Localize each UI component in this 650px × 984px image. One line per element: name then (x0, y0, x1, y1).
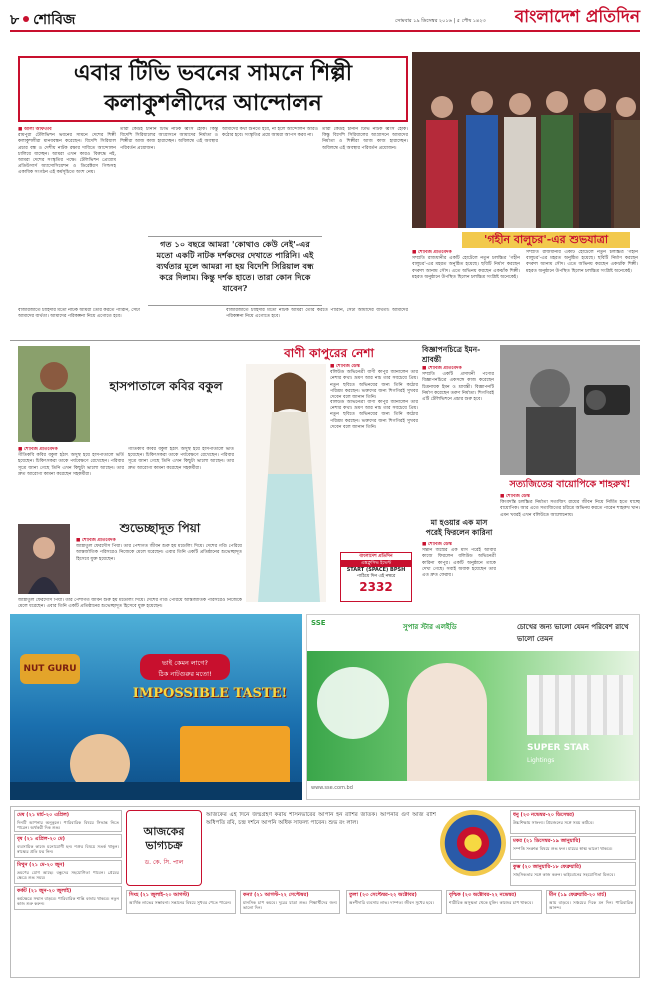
zodiac-text: ভ্রমণের যোগ আছে। বন্ধুদের সহযোগিতা পাবেন। প্রেমের ক্ষেত্রে শুভ সময়। (17, 870, 119, 881)
pia-col-1 (76, 538, 242, 604)
event-ad-number: 2332 (359, 580, 393, 594)
gohin-balucher-photo (412, 52, 640, 228)
zodiac-box-5 (240, 890, 340, 914)
lead-col-1 (18, 127, 116, 307)
zodiac-text: দিনটি আপনার অনুকূলে। পারিবারিক বিষয়ে সিদ্ধান্ত নিতে পারেন। অর্থকরী দিক শুভ। (17, 820, 119, 831)
bani-kapoor-photo (246, 364, 326, 602)
lead-headline-2: কলাকুশলীদের আন্দোলন (104, 90, 322, 116)
zodiac-text: অংশীদারি ব্যবসায় লাভ। দাম্পত্য জীবন সুখের হবে। (349, 900, 434, 905)
section-divider (10, 340, 640, 341)
zodiac-name: কন্যা (২১ আগস্ট-২২ সেপ্টেম্বর) (243, 892, 309, 898)
satyajit-col (500, 494, 640, 612)
actress-image (246, 364, 326, 602)
kabir-text: গীতিকবি কবির বকুল হঠাৎ অসুস্থ হয়ে হাসপাতালে ভর্তি হয়েছেন। চিকিৎসকরা তাকে পর্যবেক্ষণে রেখেছেন। পরিবার সূত্রে জানা গেছে তিনি এখন কিছুটা ভালো আছেন। তার দ্রুত আরোগ্য কামনা করেছেন সহকর্মীরা। (18, 453, 124, 477)
superstar-brand: SUPER STAR (527, 743, 590, 753)
nutguru-big-tagline: IMPOSSIBLE TASTE! (132, 686, 288, 701)
zodiac-name: বৃষ (২১ এপ্রিল-২০ মে) (17, 836, 65, 842)
group-people-image (412, 52, 640, 228)
superstar-sub: Lightings (527, 757, 555, 764)
zodiac-name: মীন (১৯ ফেব্রুয়ারি-২০ মার্চ) (549, 892, 607, 898)
iman-col (422, 366, 494, 516)
kabir-byline: ■ শোবিজ প্রতিবেদক (18, 447, 58, 452)
zodiac-name: মিথুন (২১ মে-২০ জুন) (17, 862, 65, 868)
kabir-bakul-photo (18, 346, 90, 442)
lead-col-4: তারা কেউই চাননি টিভি নাটক ধ্বংস হোক। কিন্তু বিদেশি সিরিয়ালের আগ্রাসনে আমাদের নির্মাতা ও শিল্পীরা আজ কাজ হারাচ্ছেন। অবিলম্বে এই অবস্থার পরিবর্তন প্রয়োজন। (322, 127, 408, 151)
nutguru-tagline-1: ভাই কেমন লাগে? (162, 659, 208, 667)
nutguru-ad (10, 614, 302, 800)
kabir-col-1 (18, 447, 124, 517)
zodiac-name: তুলা (২৩ সেপ্টেম্বর-২২ অক্টোবর) (349, 892, 417, 898)
zodiac-name: মেষ (২১ মার্চ-২০ এপ্রিল) (17, 812, 70, 818)
shahrukh-photo (500, 345, 640, 475)
lead-col-1-text: রামপুরা টেলিভিশন ভবনের সামনে দেশের শিল্পী কলাকুশলীরা মানববন্ধন করেছেন। বিদেশি সিরিয়াল প্রচার বন্ধ ও দেশীয় নাটক রক্ষার দাবিতে আন্দোলন চালিয়ে যাচ্ছেন। আমরা এখন কারও বিরুদ্ধে নই, আমরা দেশের সংস্কৃতির পক্ষে। টেলিভিশন প্রোগ্রাম প্রডিউসার্স অ্যাসোসিয়েশন ও ডিরেক্টরস গিল্ডসহ একাধিক সংগঠন এই কর্মসূচিতে অংশ নেয়। (18, 133, 116, 176)
zodiac-text: শারীরিক অসুস্থতা থেকে মুক্তি। কাজের চাপ থাকবে। (449, 900, 533, 905)
man-portrait-image (18, 346, 90, 442)
zodiac-text: আর্থিক লাভের সম্ভাবনা। সন্তানের বিষয়ে সুখবর পেতে পারেন। (129, 900, 232, 905)
kareena-byline: ■ শোবিজ ডেস্ক (422, 542, 452, 547)
woman-model-image (407, 663, 487, 781)
section-name: শোবিজ (33, 12, 76, 28)
horoscope-author: ড. কে. সি. পাল (144, 859, 184, 866)
nutguru-footer-band (10, 782, 302, 800)
zodiac-box-10 (510, 862, 636, 886)
zodiac-name: কুম্ভ (২০ জানুয়ারি-১৮ ফেব্রুয়ারি) (513, 864, 582, 870)
zodiac-name: মকর (২১ ডিসেম্বর-১৯ জানুয়ারি) (513, 838, 581, 844)
satyajit-title: সত্যজিতের বায়োপিকে শাহরুখ! (509, 479, 631, 490)
lead-col-3: আমাদের কথা শুনতে হবে, না হলে আন্দোলন আরও কঠোর হবে। সংস্কৃতির প্রশ্নে আমরা আপস করব না। (222, 127, 318, 139)
zodiac-wheel-icon (440, 810, 506, 876)
sse-ad (306, 614, 640, 800)
zodiac-box-11 (546, 890, 636, 914)
pull-quote (148, 236, 322, 306)
zodiac-text: ব্যবসায়িক কাজে মনোযোগী হন। শত্রুর বিষয়ে সতর্ক থাকুন। স্বাস্থ্যের প্রতি যত্ন নিন। (17, 844, 119, 855)
zodiac-box-7 (446, 890, 542, 914)
zodiac-box-1 (14, 834, 122, 858)
page-header (10, 6, 640, 32)
pia-photo (18, 524, 70, 594)
zodiac-box-9 (510, 836, 636, 860)
sse-ad-title: সুপার স্টার এলইডি (403, 623, 457, 631)
bani-byline: ■ শোবিজ ডেস্ক (330, 364, 360, 369)
zodiac-text: কর্মক্ষেত্রে সম্মান বাড়বে। পারিবারিক শান্তি বজায় থাকবে। নতুন কাজ শুরু করুন। (17, 896, 119, 907)
nutguru-logo: NUT GURU (20, 654, 80, 684)
sse-web: www.sse.com.bd (311, 785, 353, 791)
lead-col-2: তারা কেউই চাননি টিভি নাটক ধ্বংস হোক। কিন্তু বিদেশি সিরিয়ালের আগ্রাসনে আমাদের নির্মাতা ও শিল্পীরা আজ কাজ হারাচ্ছেন। অবিলম্বে এই অবস্থার পরিবর্তন প্রয়োজন। (120, 127, 218, 151)
iman-text: সম্প্রতি একটি প্রসাধনী পণ্যের বিজ্ঞাপনচিত্রে একসঙ্গে কাজ করেছেন চিত্রনায়ক ইমন ও শ্রাবন্তী। বিজ্ঞাপনটি নির্মাণ করেছেন তরুণ নির্মাতা। শিগগিরই এটি টেলিভিশনে প্রচার শুরু হবে। (422, 372, 494, 403)
zodiac-name: কর্কট (২১ জুন-২০ জুলাই) (17, 888, 72, 894)
iman-byline: ■ শোবিজ প্রতিবেদক (422, 366, 462, 371)
zodiac-text: উচ্চশিক্ষায় সাফল্য। প্রিয়জনের সঙ্গে সময় কাটবে। (513, 820, 594, 825)
kabir-title: হাসপাতালে কবির বকুল (109, 379, 223, 393)
zodiac-box-2 (14, 860, 122, 884)
zodiac-box-0 (14, 810, 122, 832)
lead-headline-1: এবার টিভি ভবনের সামনে শিল্পী (73, 60, 353, 86)
zodiac-text: সাহসিকতার সঙ্গে কাজ করুন। ভাইবোনের সহযোগিতা মিলবে। (513, 872, 615, 877)
pia-text: জান্নাতুল ফেরদৌস পিয়া। তার পেশাগত জীবন শুরু হয় মডেলিং দিয়ে। দেশের গণ্ডি পেরিয়ে আন্তর্জাতিক পরিসরেও নিজেকে মেলে ধরেছেন। এবার তিনি একটি প্রতিষ্ঠানের শুভেচ্ছাদূত হিসেবে যুক্ত হয়েছেন। (76, 544, 242, 562)
horoscope-title: আজকের ভাগ্যচক্র (143, 825, 185, 852)
zodiac-text: মানসিক চাপ কমবে। দূরের যাত্রা শুভ। শিক্ষার্থীদের জন্য ভালো দিন। (243, 900, 337, 911)
pull-quote-text: গত ১০ বছরে আমরা 'কোথাও কেউ নেই'-এর মতো একটি নাটক দর্শকদের দেখাতে পারিনি। এই ব্যর্থতার মূলে আমরা না হয় বিদেশি সিরিয়াল বন্ধ করে দিলাম। কিন্তু দর্শক হাতে। তারা কোন দিকে যাবেন? (156, 239, 314, 293)
kareena-text: সন্তান জন্মের এক মাস পরেই আবার কাজে ফিরলেন বলিউড অভিনেত্রী কারিনা কাপুর। একটি অনুষ্ঠানে তাকে দেখা গেছে। সবাই অবাক হয়েছেন তার এত দ্রুত ফেরায়। (422, 548, 496, 579)
zodiac-box-3 (14, 886, 122, 910)
gohin-byline: ■ শোবিজ প্রতিবেদক (412, 250, 452, 255)
event-ad-line1: বাংলাদেশ প্রতিদিন (359, 554, 393, 559)
horoscope-intro: আজকের এই দিনে জন্মগ্রহণ করায় শাসনভারের আপনি হন রাশির জাতক। আপনার গুণ আজ রাশি অধিপতি রবি, চন্দ্র দর্শনে আপনি অধিক সাফল্য পাবেন। শুভ রং লাল। (206, 812, 436, 826)
zodiac-name: ধনু (২৩ নভেম্বর-২০ ডিসেম্বর) (513, 812, 575, 818)
bani-title: বাণী কাপুরের নেশা (284, 346, 374, 360)
pia-tail: জান্নাতুল ফেরদৌস পিয়া। তার পেশাগত জীবন শুরু হয় মডেলিং দিয়ে। দেশের গণ্ডি পেরিয়ে আন্তর্জাতিক পরিসরেও নিজেকে মেলে ধরেছেন। এবার তিনি একটি প্রতিষ্ঠানের শুভেচ্ছাদূত হিসেবে যুক্ত হয়েছেন। (18, 598, 242, 610)
bani-text: বলিউড অভিনেত্রী বাণী কাপুর জানালেন তার নেশার কথা। ভ্রমণ আর নাচ তার সবচেয়ে প্রিয়। নতুন ছবিতে অভিনয়ের জন্য তিনি কঠোর পরিশ্রম করছেন। ভক্তদের জন্য শিগগিরই সুখবর দেবেন বলে জানান তিনি। (330, 370, 418, 401)
sse-headline: চোখের জন্য ভালো যেমন পরিবেশ রাখে ভালো তেমন (517, 622, 629, 643)
kabir-col-2: গীতিকবি কবির বকুল হঠাৎ অসুস্থ হয়ে হাসপাতালে ভর্তি হয়েছেন। চিকিৎসকরা তাকে পর্যবেক্ষণে রেখেছেন। পরিবার সূত্রে জানা গেছে তিনি এখন কিছুটা ভালো আছেন। তার দ্রুত আরোগ্য কামনা করেছেন সহকর্মীরা। (128, 447, 234, 471)
satyajit-text: কিংবদন্তি চলচ্চিত্র নির্মাতা সত্যজিৎ রায়ের জীবন নিয়ে নির্মিত হতে যাচ্ছে বায়োপিক। আর এতে সত্যজিতের চরিত্রে অভিনয় করতে পারেন শাহরুখ খান। এমন খবরই এখন বলিউডে আলোচনায়। (500, 500, 640, 518)
gohin-title: 'গহীন বালুচর'-এর শুভযাত্রা (462, 232, 630, 248)
zodiac-name: সিংহ (২১ জুলাই-২০ আগস্ট) (129, 892, 190, 898)
nutguru-tagline-2: ঠিক নাটগুরুর মতো! (158, 670, 212, 678)
nutguru-speech (140, 654, 230, 680)
lead-byline: ■ আলী আফতাব (18, 127, 52, 132)
kareena-col (422, 542, 496, 612)
shahrukh-camera-image (500, 345, 640, 475)
horoscope-title-box (126, 810, 202, 886)
lead-tail-right: বাজারজাতে চাহিদার মতো নাটক আমরা তৈরি করতে পারিনি, সেটা আমাদের ব্যর্থতা। আমাদের পরিকল্পনা নিয়ে এগোতে হবে। (226, 308, 408, 320)
bani-col-cont: বলিউড অভিনেত্রী বাণী কাপুর জানালেন তার নেশার কথা। ভ্রমণ আর নাচ তার সবচেয়ে প্রিয়। নতুন ছবিতে অভিনয়ের জন্য তিনি কঠোর পরিশ্রম করছেন। ভক্তদের জন্য শিগগিরই সুখবর দেবেন বলে জানান তিনি। (330, 400, 418, 430)
zodiac-box-6 (346, 890, 442, 914)
event-ad-line3: START (SPACE) BPSH (346, 567, 406, 573)
gohin-text: সম্প্রতি রাজধানীর একটি হোটেলে নতুন চলচ্চিত্র 'গহীন বালুচর'-এর মহরত অনুষ্ঠিত হয়েছে। ছবিটি নির্মাণ করছেন বদরুল আনাম সৌদ। এতে অভিনয় করছেন একঝাঁক শিল্পী। মহরত অনুষ্ঠানে উপস্থিত ছিলেন চলচ্চিত্র সংশ্লিষ্ট অনেকেই। (412, 256, 520, 280)
gohin-col-1 (412, 250, 520, 340)
sse-logo: SSE (311, 619, 326, 627)
zodiac-text: আয় বাড়বে। সঞ্চয়ের দিকে মন দিন। পারিবারিক আনন্দ। (549, 900, 633, 911)
bulb-image (317, 667, 389, 739)
lead-headline-box (18, 56, 408, 122)
gohin-col-2: সম্প্রতি রাজধানীর একটি হোটেলে নতুন চলচ্চিত্র 'গহীন বালুচর'-এর মহরত অনুষ্ঠিত হয়েছে। ছবিটি নির্মাণ করছেন বদরুল আনাম সৌদ। এতে অভিনয় করছেন একঝাঁক শিল্পী। মহরত অনুষ্ঠানে উপস্থিত ছিলেন চলচ্চিত্র সংশ্লিষ্ট অনেকেই। (526, 250, 638, 274)
zodiac-box-4 (126, 890, 236, 914)
satyajit-byline: ■ শোবিজ ডেস্ক (500, 494, 530, 499)
pia-byline: ■ শোবিজ প্রতিবেদক (76, 538, 116, 543)
masthead: বাংলাদেশ প্রতিদিন (514, 7, 640, 27)
event-ad-line4: পাঠিয়ে দিন এই নম্বরে (356, 574, 396, 579)
horoscope-bottom-band (14, 916, 636, 974)
iman-title: বিজ্ঞাপনচিত্রে ইমন- শ্রাবন্তী (422, 345, 481, 364)
woman-portrait-image (18, 524, 70, 594)
pia-title: শুভেচ্ছাদূত পিয়া (119, 521, 201, 535)
lead-tail-left: বাজারজাতে চাহিদার মতো নাটক আমরা তৈরি করতে পারিনি, সেটা আমাদের ব্যর্থতা। আমাদের পরিকল্পনা নিয়ে এগোতে হবে। (18, 308, 140, 320)
zodiac-box-8 (510, 810, 636, 834)
event-ad-box (340, 552, 412, 602)
zodiac-name: বৃশ্চিক (২৩ অক্টোবর-২২ নভেম্বর) (449, 892, 517, 898)
event-ad-line2: এক্সক্লুসিভ ইভেন্ট (341, 560, 411, 567)
issue-date: সোমবার ১৯ ডিসেম্বর ২০১৬ | ৫ পৌষ ১৪২৩ (395, 18, 486, 24)
kareena-title: মা হওয়ার এক মাস পরেই ফিরলেন কারিনা (425, 518, 493, 537)
zodiac-text: সম্পত্তি সংক্রান্ত বিষয়ে শুভ ফল। মায়ের স্বাস্থ্য ভালো থাকবে। (513, 846, 613, 851)
tube-lights-image (527, 675, 633, 735)
page-number: ৮ শোবিজ (10, 12, 76, 28)
